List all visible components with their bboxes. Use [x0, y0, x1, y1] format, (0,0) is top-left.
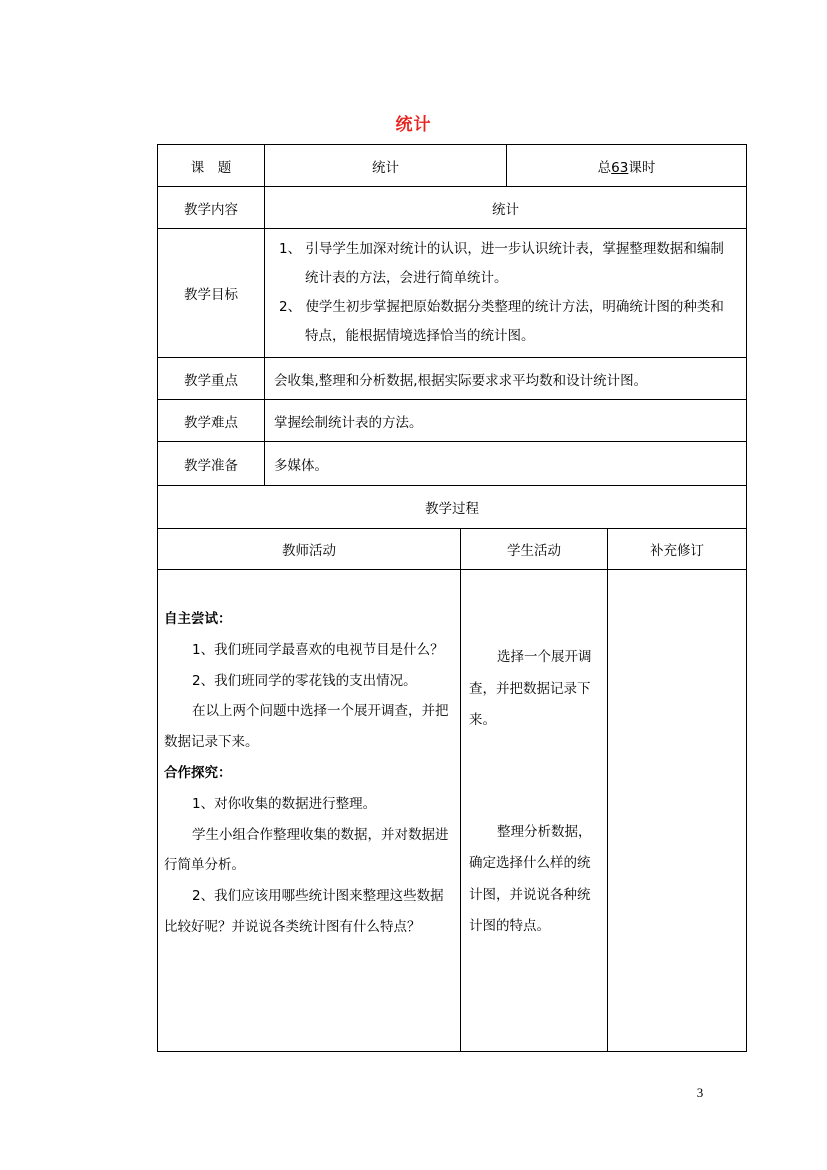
- student-line: 选择一个展开调查，并把数据记录下来。: [469, 649, 592, 728]
- process-body-row: [158, 570, 747, 1052]
- column-teacher: 教师活动: [158, 529, 461, 570]
- key-points-row: [158, 358, 747, 400]
- teacher-line: 在以上两个问题中选择一个展开调查，并把数据记录下来。: [164, 703, 449, 751]
- total-suffix: 课时: [628, 159, 656, 176]
- difficulties-label: 教学难点: [158, 400, 265, 442]
- teacher-line: 学生小组合作整理收集的数据，并对数据进行简单分析。: [164, 826, 449, 874]
- total-prefix: 总: [597, 159, 612, 176]
- header-row: [158, 145, 747, 187]
- topic-label: 课 题: [158, 145, 265, 187]
- goals-cell: [265, 229, 747, 358]
- preparation-row: [158, 442, 747, 486]
- student-activity-cell: [461, 570, 608, 1052]
- goal-item: 1、 引导学生加深对统计的认识，进一步认识统计表，掌握整理数据和编制统计表的方法，会进行简单统计。: [279, 241, 724, 286]
- notes-cell: [608, 570, 747, 1052]
- total-number: 63: [611, 159, 629, 176]
- student-line: 整理分析数据，确定选择什么样的统计图，并说说各种统计图的特点。: [469, 823, 592, 934]
- content-row: [158, 187, 747, 229]
- process-title-row: [158, 486, 747, 529]
- content-label: 教学内容: [158, 187, 265, 229]
- lesson-plan-table: [157, 144, 747, 1052]
- goals-list: [265, 229, 746, 357]
- process-title: 教学过程: [158, 486, 747, 529]
- goals-label: 教学目标: [158, 229, 265, 358]
- teacher-line: 2、我们应该用哪些统计图来整理这些数据比较好呢？并说说各类统计图有什么特点？: [164, 888, 444, 935]
- difficulties-row: [158, 400, 747, 442]
- goals-row: [158, 229, 747, 358]
- column-notes: 补充修订: [608, 529, 747, 570]
- total-lessons: [507, 145, 747, 187]
- difficulties-value: 掌握绘制统计表的方法。: [265, 400, 747, 442]
- topic-value: 统计: [265, 145, 507, 187]
- document-title: 统计: [395, 115, 432, 135]
- teacher-activity-cell: [158, 570, 461, 1052]
- preparation-value: 多媒体。: [265, 442, 747, 486]
- teacher-line: 2、我们班同学的零花钱的支出情况。: [192, 672, 417, 689]
- goal-item: 2、 使学生初步掌握把原始数据分类整理的统计方法，明确统计图的种类和特点，能根据情境选择恰当的统计图。: [279, 299, 724, 344]
- preparation-label: 教学准备: [158, 442, 265, 486]
- key-points-value: 会收集,整理和分析数据,根据实际要求求平均数和设计统计图。: [265, 358, 747, 400]
- content-value: 统计: [265, 187, 747, 229]
- cooperation-heading: 合作探究：: [164, 764, 232, 781]
- page-number: 3: [696, 1085, 704, 1100]
- teacher-line: 1、对你收集的数据进行整理。: [192, 795, 377, 812]
- process-columns-row: [158, 529, 747, 570]
- teacher-line: 1、我们班同学最喜欢的电视节目是什么？: [192, 641, 444, 658]
- column-student: 学生活动: [461, 529, 608, 570]
- self-try-heading: 自主尝试：: [164, 611, 232, 627]
- key-points-label: 教学重点: [158, 358, 265, 400]
